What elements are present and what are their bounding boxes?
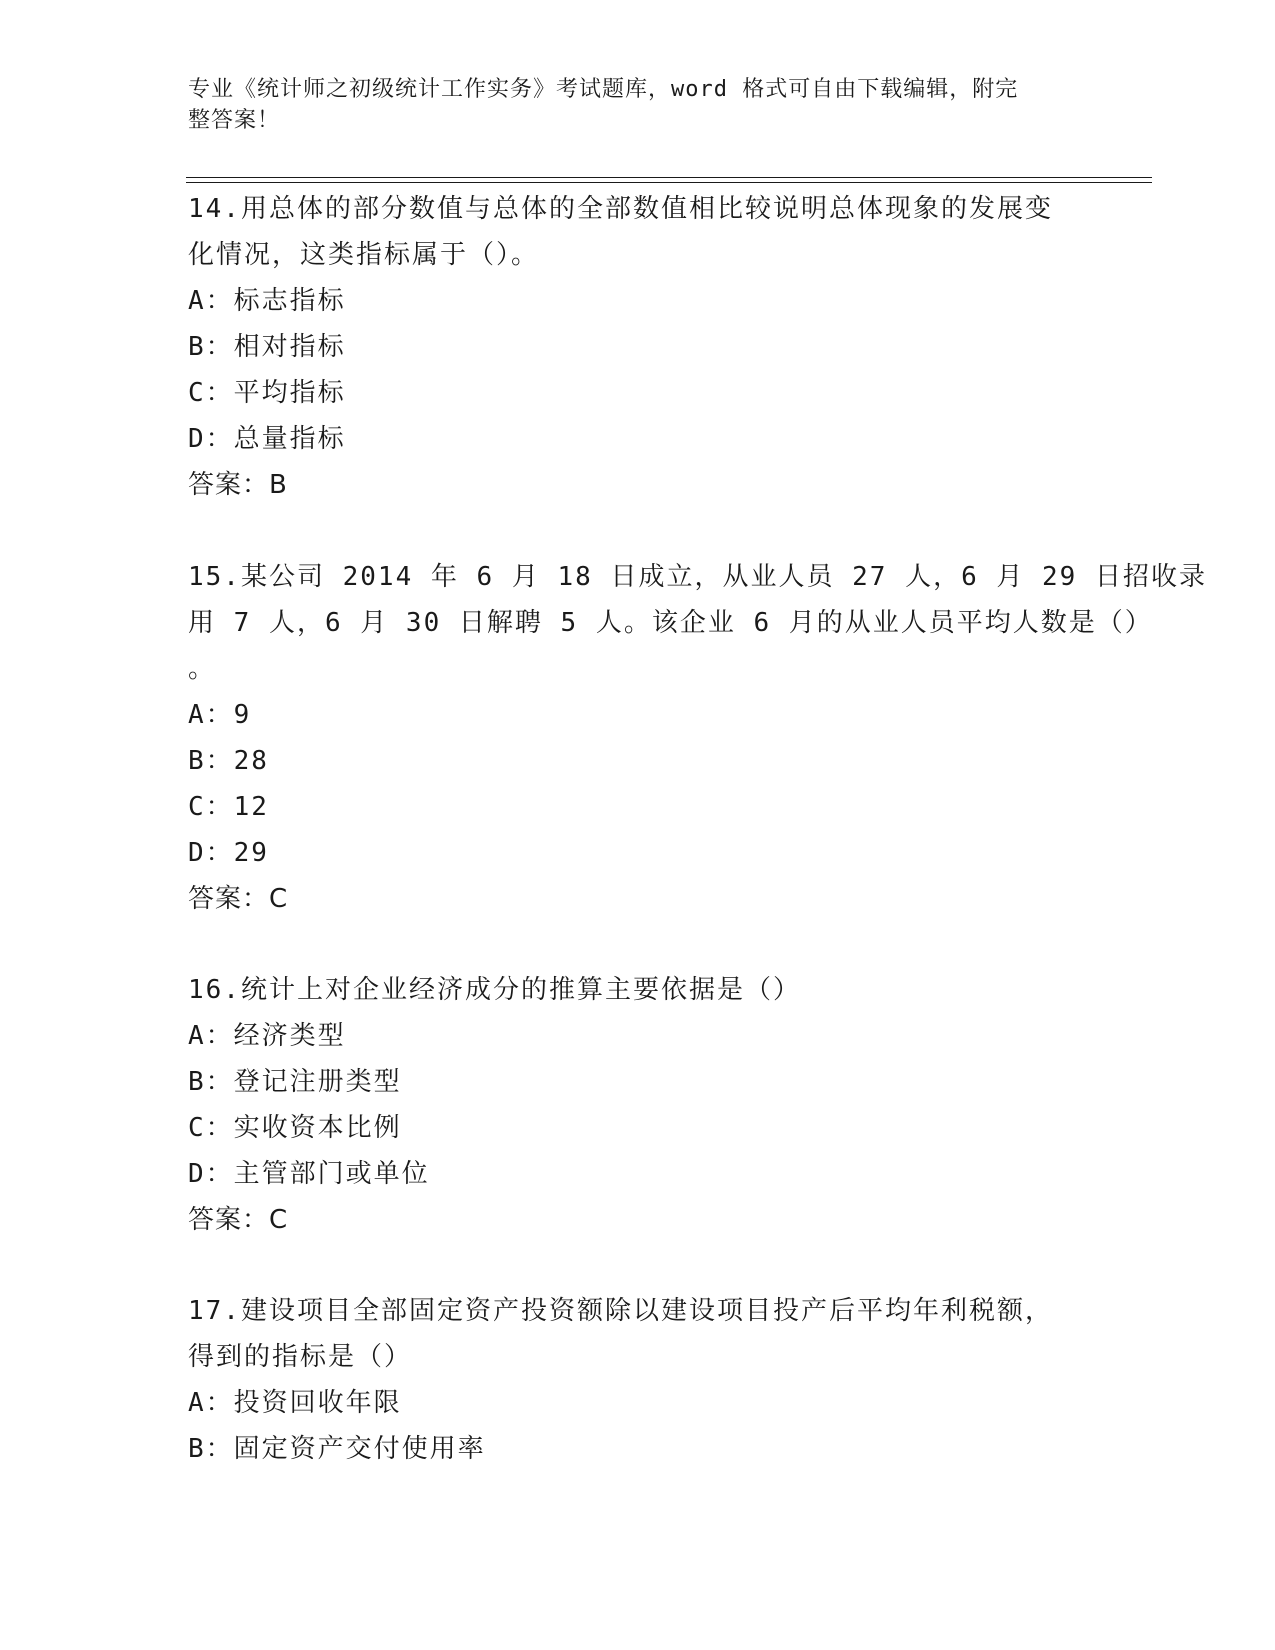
question-stem: 14.用总体的部分数值与总体的全部数值相比较说明总体现象的发展变 [188,194,1053,224]
option-d: D：总量指标 [188,424,346,454]
option-d: D：主管部门或单位 [188,1159,430,1189]
option-a: A：投资回收年限 [188,1388,402,1418]
question-stem: 得到的指标是（） [188,1342,413,1372]
option-a: A：标志指标 [188,286,346,316]
header-rule-bottom [186,182,1152,183]
question-stem: 17.建设项目全部固定资产投资额除以建设项目投产后平均年利税额， [188,1296,1053,1326]
option-c: C：平均指标 [188,378,346,408]
option-b: B：28 [188,746,269,776]
question-stem: 15.某公司 2014 年 6 月 18 日成立，从业人员 27 人，6 月 29 日招收录 [188,562,1207,592]
option-c: C：实收资本比例 [188,1113,402,1143]
option-d: D：29 [188,838,269,868]
question-15 [188,554,1207,922]
answer: 答案：B [188,470,288,500]
header-rule-top [186,177,1152,178]
option-b: B：相对指标 [188,332,346,362]
question-stem: 。 [188,654,217,684]
option-a: A：9 [188,700,252,730]
question-17 [188,1288,1088,1472]
question-stem: 16.统计上对企业经济成分的推算主要依据是（） [188,975,801,1005]
question-stem: 用 7 人，6 月 30 日解聘 5 人。该企业 6 月的从业人员平均人数是（） [188,608,1153,638]
answer: 答案：C [188,884,289,914]
document-header [188,74,1088,136]
question-stem: 化情况，这类指标属于（）。 [188,240,540,270]
question-16 [188,967,1088,1243]
question-14 [188,186,1088,508]
answer: 答案：C [188,1205,289,1235]
option-b: B：固定资产交付使用率 [188,1434,486,1464]
option-a: A：经济类型 [188,1021,346,1051]
header-line-1: 专业《统计师之初级统计工作实务》考试题库，word 格式可自由下载编辑，附完 [188,77,1019,102]
option-b: B：登记注册类型 [188,1067,402,1097]
option-c: C：12 [188,792,269,822]
header-line-2: 整答案！ [188,108,281,133]
